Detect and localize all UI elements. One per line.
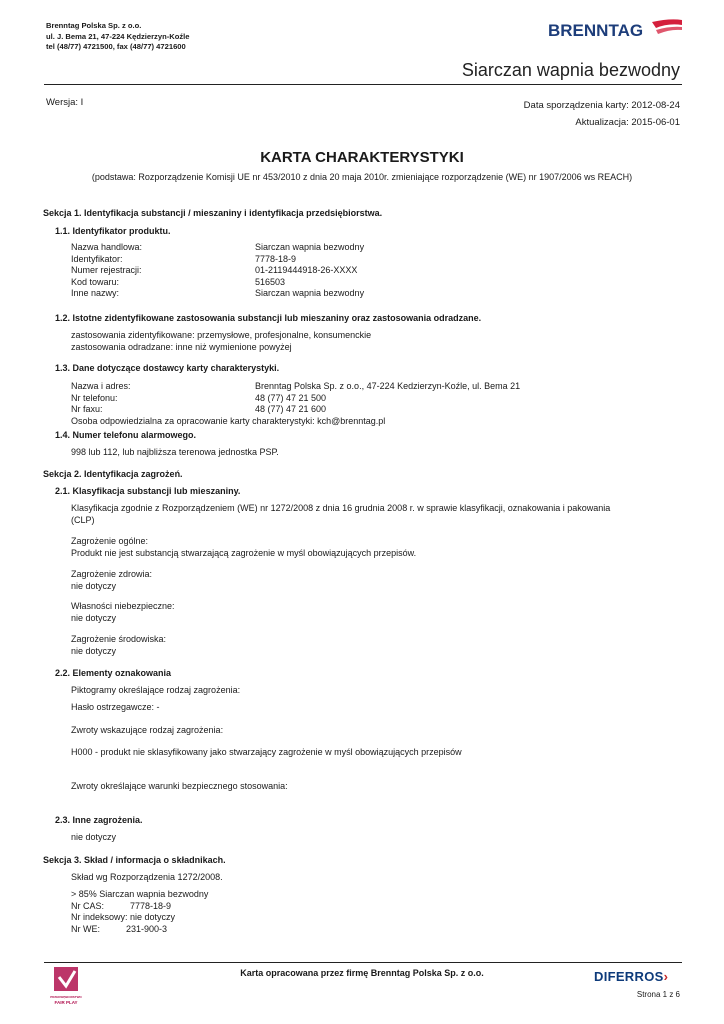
supplier-name-value: Brenntag Polska Sp. z o.o., 47-224 Kedzierzyn-Koźle, ul. Bema 21 xyxy=(255,381,521,391)
footer-divider xyxy=(44,962,682,963)
we-value: 231-900-3 xyxy=(126,923,168,934)
trade-name-label: Nazwa handlowa: xyxy=(71,242,143,252)
identifier-label: Identyfikator: xyxy=(71,253,123,264)
registration-number-label: Numer rejestracji: xyxy=(71,265,142,275)
prepared-by: Karta opracowana przez firmę Brenntag Polska Sp. z o.o. xyxy=(240,968,484,978)
we-number xyxy=(71,924,208,936)
trade-name-value: Siarczan wapnia bezwodny xyxy=(255,242,365,252)
header-divider xyxy=(44,84,682,85)
fair-play-big: FAIR PLAY xyxy=(54,1000,78,1005)
environment-hazard-value: nie dotyczy xyxy=(71,645,117,656)
other-hazards-value: nie dotyczy xyxy=(71,832,117,842)
general-hazard xyxy=(71,536,416,559)
subsection-1-1-heading: 1.1. Identyfikator produktu. xyxy=(55,226,171,236)
supplier-values xyxy=(255,381,520,416)
product-id-labels xyxy=(71,242,142,300)
main-title: KARTA CHARAKTERYSTYKI xyxy=(260,149,464,166)
company-name: Brenntag Polska Sp. z o.o. xyxy=(46,21,142,30)
subsection-2-3-heading: 2.3. Inne zagrożenia. xyxy=(55,815,143,825)
environment-hazard-label: Zagrożenie środowiska: xyxy=(71,634,167,644)
subsection-2-2-heading: 2.2. Elementy oznakowania xyxy=(55,668,172,678)
date-updated: Aktualizacja: 2015-06-01 xyxy=(575,117,680,128)
section-2-heading: Sekcja 2. Identyfikacja zagrożeń. xyxy=(43,469,183,479)
fair-play-text xyxy=(50,995,82,1005)
supplier-phone-label: Nr telefonu: xyxy=(71,392,118,403)
cas-label: Nr CAS: xyxy=(71,900,105,911)
product-code-label: Kod towaru: xyxy=(71,276,120,287)
cas-value: 7778-18-9 xyxy=(130,900,172,911)
environment-hazard xyxy=(71,634,166,657)
page-number: Strona 1 z 6 xyxy=(636,990,680,999)
company-street: ul. J. Bema 21, 47-224 Kędzierzyn-Koźle xyxy=(46,31,190,41)
dangerous-properties xyxy=(71,601,175,624)
identified-uses: zastosowania zidentyfikowane: przemysłowe, profesjonalne, konsumenckie xyxy=(71,330,372,340)
brenntag-logo-text: BRENNTAG xyxy=(548,21,644,40)
diferros-logo xyxy=(594,969,668,984)
fair-play-small: PRZEDSIĘBIORSTWO xyxy=(50,995,82,999)
supplier-fax-value: 48 (77) 47 21 600 xyxy=(255,404,327,414)
health-hazard xyxy=(71,569,152,592)
health-hazard-value: nie dotyczy xyxy=(71,580,117,591)
general-hazard-value: Produkt nie jest substancją stwarzającą zagrożenie w myśl obowiązujących przepisów. xyxy=(71,547,417,558)
subsection-1-3-heading: 1.3. Dane dotyczące dostawcy karty charakterystyki. xyxy=(55,363,280,373)
uses-block xyxy=(71,330,371,353)
dates-block xyxy=(524,97,680,131)
precautionary-statements-label: Zwroty określające warunki bezpiecznego stosowania: xyxy=(71,781,288,791)
subsection-1-2-heading: 1.2. Istotne zidentyfikowane zastosowania substancji lub mieszaniny oraz zastosowania odradzane. xyxy=(55,313,482,323)
product-code-value: 516503 xyxy=(255,276,286,287)
legal-basis: (podstawa: Rozporządzenie Komisji UE nr 453/2010 z dnia 20 maja 2010r. zmieniające rozporządzenie (WE) nr 1907/2006 ws REACH) xyxy=(91,172,633,182)
version-label: Wersja: I xyxy=(46,97,84,108)
classification-text xyxy=(71,503,610,526)
dangerous-properties-value: nie dotyczy xyxy=(71,612,117,623)
index-number: Nr indeksowy: nie dotyczy xyxy=(71,912,176,922)
date-created: Data sporządzenia karty: 2012-08-24 xyxy=(523,100,680,111)
supplier-phone-value: 48 (77) 47 21 500 xyxy=(255,392,327,403)
dangerous-properties-label: Własności niebezpieczne: xyxy=(71,601,175,611)
h000-statement: H000 - produkt nie sklasyfikowany jako stwarzający zagrożenie w myśl obowiązujących przepisów xyxy=(71,747,462,757)
component-name: > 85% Siarczan wapnia bezwodny xyxy=(71,889,209,899)
fair-play-logo xyxy=(50,965,82,1005)
composition-component xyxy=(71,889,208,935)
company-phone: tel (48/77) 4721500, fax (48/77) 4721600 xyxy=(46,42,186,51)
cas-number xyxy=(71,901,208,913)
pictograms-label: Piktogramy określające rodzaj zagrożenia: xyxy=(71,685,241,695)
responsible-contact: Osoba odpowiedzialna za opracowanie karty charakterystyki: kch@brenntag.pl xyxy=(71,415,386,426)
supplier-fax-label: Nr faxu: xyxy=(71,404,103,414)
fair-play-check-icon xyxy=(50,965,82,995)
brenntag-swoosh-icon xyxy=(652,19,682,28)
document-product-title: Siarczan wapnia bezwodny xyxy=(461,60,680,80)
classification-line-1: Klasyfikacja zgodnie z Rozporządzeniem (WE) nr 1272/2008 z dnia 16 grudnia 2008 r. w sprawie klasyfikacji, oznakowania i pakowania xyxy=(71,503,611,513)
composition-basis: Skład wg Rozporządzenia 1272/2008. xyxy=(71,872,223,882)
health-hazard-label: Zagrożenie zdrowia: xyxy=(71,569,153,579)
general-hazard-label: Zagrożenie ogólne: xyxy=(71,536,149,546)
emergency-phone: 998 lub 112, lub najbliższa terenowa jednostka PSP. xyxy=(71,447,279,457)
subsection-2-1-heading: 2.1. Klasyfikacja substancji lub mieszaniny. xyxy=(55,486,241,496)
advised-against-uses: zastosowania odradzane: inne niż wymienione powyżej xyxy=(71,341,292,352)
classification-line-2: (CLP) xyxy=(71,514,95,525)
diferros-text: DIFERROS xyxy=(594,969,664,984)
hazard-statements-label: Zwroty wskazujące rodzaj zagrożenia: xyxy=(71,725,224,735)
section-1-heading: Sekcja 1. Identyfikacja substancji / mieszaniny i identyfikacja przedsiębiorstwa. xyxy=(43,208,383,218)
chevron-right-icon: › xyxy=(663,969,669,984)
product-id-values xyxy=(255,242,364,300)
signal-word: Hasło ostrzegawcze: - xyxy=(71,702,160,712)
identifier-value: 7778-18-9 xyxy=(255,253,297,264)
other-names-value: Siarczan wapnia bezwodny xyxy=(255,288,365,298)
brenntag-logo xyxy=(548,16,682,46)
we-label: Nr WE: xyxy=(71,923,100,934)
company-address xyxy=(46,21,190,53)
subsection-1-4-heading: 1.4. Numer telefonu alarmowego. xyxy=(55,430,197,440)
section-3-heading: Sekcja 3. Skład / informacja o składnikach. xyxy=(43,855,226,865)
supplier-name-label: Nazwa i adres: xyxy=(71,381,131,391)
other-names-label: Inne nazwy: xyxy=(71,288,120,298)
registration-number-value: 01-2119444918-26-XXXX xyxy=(255,265,358,275)
